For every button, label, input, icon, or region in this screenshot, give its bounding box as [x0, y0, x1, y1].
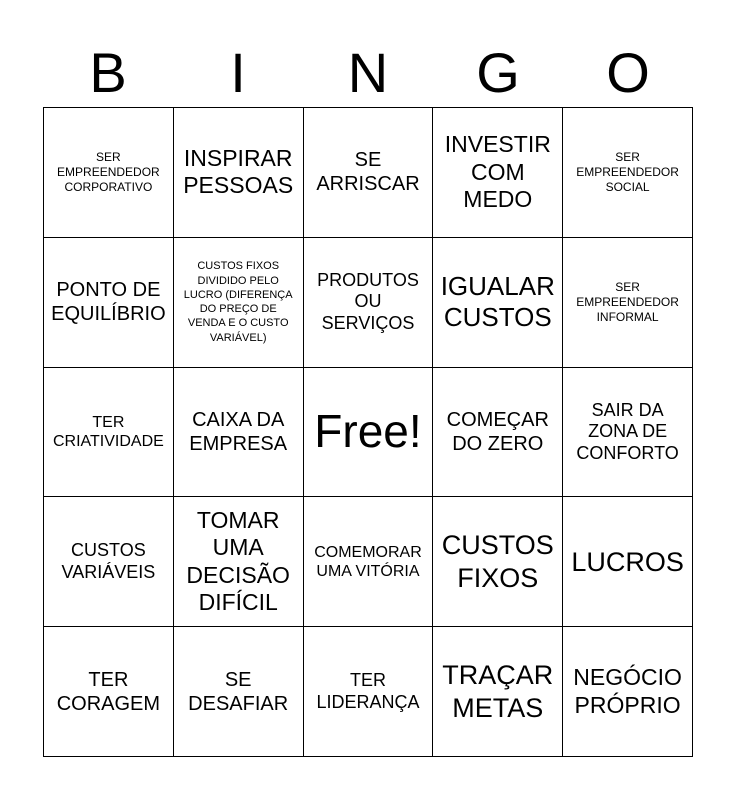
bingo-cell[interactable]: PONTO DE EQUILÍBRIO — [44, 238, 174, 368]
bingo-cell[interactable]: IGUALAR CUSTOS — [433, 238, 563, 368]
bingo-cell[interactable]: SAIR DA ZONA DE CONFORTO — [563, 368, 693, 498]
bingo-cell[interactable]: TER CORAGEM — [44, 627, 174, 757]
bingo-cell[interactable]: TER CRIATIVIDADE — [44, 368, 174, 498]
header-letter-i: I — [230, 41, 246, 104]
bingo-cell[interactable]: SE ARRISCAR — [304, 108, 434, 238]
header-letter-b: B — [89, 41, 127, 104]
bingo-card — [43, 107, 693, 757]
bingo-cell[interactable]: INVESTIR COM MEDO — [433, 108, 563, 238]
header-letter-g: G — [476, 41, 520, 104]
bingo-cell[interactable]: NEGÓCIO PRÓPRIO — [563, 627, 693, 757]
bingo-cell[interactable]: SER EMPREENDEDOR CORPORATIVO — [44, 108, 174, 238]
bingo-cell[interactable]: CAIXA DA EMPRESA — [174, 368, 304, 498]
bingo-cell[interactable]: INSPIRAR PESSOAS — [174, 108, 304, 238]
bingo-cell[interactable]: CUSTOS FIXOS — [433, 497, 563, 627]
bingo-cell[interactable]: CUSTOS FIXOS DIVIDIDO PELO LUCRO (DIFERENÇA DO PREÇO DE VENDA E O CUSTO VARIÁVEL) — [174, 238, 304, 368]
bingo-cell[interactable]: TER LIDERANÇA — [304, 627, 434, 757]
bingo-cell[interactable]: SER EMPREENDEDOR SOCIAL — [563, 108, 693, 238]
bingo-cell[interactable]: TOMAR UMA DECISÃO DIFÍCIL — [174, 497, 304, 627]
bingo-cell[interactable]: SER EMPREENDEDOR INFORMAL — [563, 238, 693, 368]
free-space-cell[interactable]: Free! — [304, 368, 434, 498]
bingo-header — [43, 40, 693, 106]
bingo-cell[interactable]: PRODUTOS OU SERVIÇOS — [304, 238, 434, 368]
bingo-cell[interactable]: TRAÇAR METAS — [433, 627, 563, 757]
bingo-cell[interactable]: COMEÇAR DO ZERO — [433, 368, 563, 498]
header-letter-o: O — [606, 41, 650, 104]
header-letter-n: N — [347, 41, 389, 104]
bingo-cell[interactable]: SE DESAFIAR — [174, 627, 304, 757]
bingo-cell[interactable]: COMEMORAR UMA VITÓRIA — [304, 497, 434, 627]
bingo-cell[interactable]: LUCROS — [563, 497, 693, 627]
bingo-cell[interactable]: CUSTOS VARIÁVEIS — [44, 497, 174, 627]
